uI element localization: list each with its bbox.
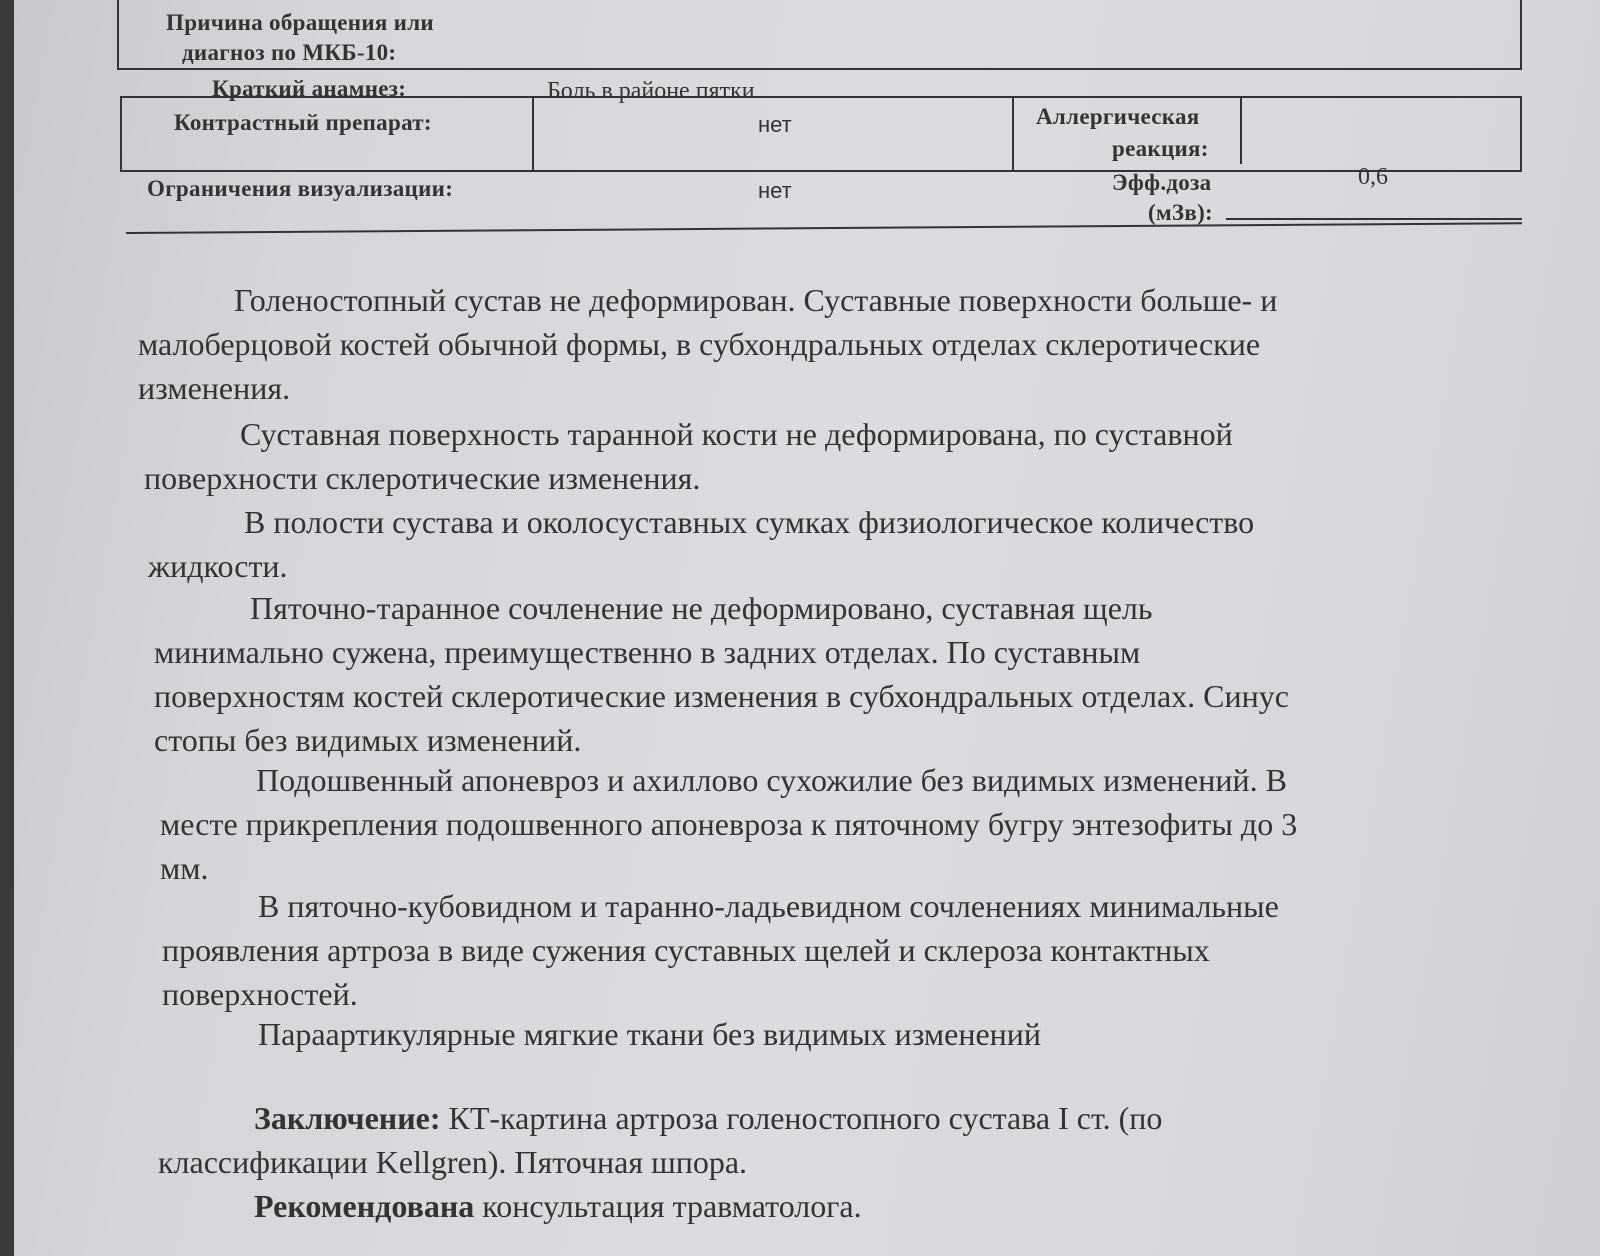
paragraph-1-line-1: Голеностопный сустав не деформирован. Суставные поверхности больше- и bbox=[234, 282, 1278, 318]
contrast-divider-1 bbox=[532, 96, 534, 172]
paragraph-5 bbox=[160, 758, 1297, 890]
paragraph-4-line-3: поверхностям костей склеротические изменения в субхондральных отделах. Синус bbox=[154, 678, 1289, 714]
contrast-label: Контрастный препарат: bbox=[174, 110, 432, 135]
paragraph-6-line-3: поверхностей. bbox=[162, 976, 358, 1012]
paragraph-7-line-1: Параартикулярные мягкие ткани без видимых изменений bbox=[258, 1016, 1042, 1052]
paragraph-4 bbox=[154, 586, 1289, 762]
reason-label-line1: Причина обращения или bbox=[166, 10, 434, 35]
paragraph-4-line-2: минимально сужена, преимущественно в задних отделах. По суставным bbox=[154, 634, 1141, 670]
conclusion-block bbox=[158, 1096, 1162, 1228]
dose-underline bbox=[1226, 218, 1522, 220]
limits-value: нет bbox=[758, 178, 792, 203]
paragraph-1-line-3: изменения. bbox=[138, 370, 291, 406]
anamnesis-label: Краткий анамнез: bbox=[212, 76, 407, 101]
paragraph-1-line-2: малоберцовой костей обычной формы, в субхондральных отделах склеротические bbox=[138, 326, 1261, 362]
anamnesis-value: Боль в районе пятки bbox=[547, 78, 755, 104]
paragraph-5-line-2: месте прикрепления подошвенного апоневроза к пяточному бугру энтезофиты до 3 bbox=[160, 806, 1298, 842]
paragraph-4-line-4: стопы без видимых изменений. bbox=[154, 722, 582, 758]
conclusion-text-line-1: КТ-картина артроза голеностопного сустава I ст. (по bbox=[448, 1100, 1163, 1136]
paragraph-7 bbox=[162, 1012, 1041, 1056]
header-bottom-rule bbox=[126, 222, 1522, 234]
allergy-label-line2: реакция: bbox=[1112, 136, 1209, 161]
dose-value: 0,6 bbox=[1358, 164, 1388, 190]
paragraph-6-line-2: проявления артроза в виде сужения суставных щелей и склероза контактных bbox=[162, 932, 1210, 968]
paragraph-2 bbox=[144, 412, 1233, 500]
paragraph-3 bbox=[148, 500, 1254, 588]
paragraph-6 bbox=[162, 884, 1279, 1016]
paragraph-3-line-2: жидкости. bbox=[148, 548, 288, 584]
document-page bbox=[14, 0, 1600, 1256]
reason-label-line2: диагноз по МКБ-10: bbox=[182, 40, 397, 65]
paragraph-6-line-1: В пяточно-кубовидном и таранно-ладьевидном сочленениях минимальные bbox=[258, 888, 1279, 924]
recommendation-label: Рекомендована bbox=[254, 1188, 475, 1224]
conclusion-label: Заключение: bbox=[254, 1100, 441, 1136]
conclusion-text-line-2: классификации Kellgren). Пяточная шпора. bbox=[158, 1144, 748, 1180]
recommendation-text: консультация травматолога. bbox=[482, 1188, 862, 1224]
limits-label: Ограничения визуализации: bbox=[147, 176, 454, 201]
paragraph-3-line-1: В полости сустава и околосуставных сумках физиологическое количество bbox=[244, 504, 1255, 540]
paragraph-5-line-1: Подошвенный апоневроз и ахиллово сухожилие без видимых изменений. В bbox=[256, 762, 1287, 798]
paragraph-1 bbox=[138, 278, 1277, 410]
contrast-value: нет bbox=[758, 112, 792, 137]
contrast-divider-2 bbox=[1012, 96, 1014, 172]
paragraph-2-line-1: Суставная поверхность таранной кости не деформирована, по суставной bbox=[240, 416, 1233, 452]
paragraph-2-line-2: поверхности склеротические изменения. bbox=[144, 460, 701, 496]
paragraph-4-line-1: Пяточно-таранное сочленение не деформировано, суставная щель bbox=[250, 590, 1153, 626]
dose-label-line2: (мЗв): bbox=[1148, 200, 1214, 225]
dose-label-line1: Эфф.доза bbox=[1112, 170, 1212, 195]
paragraph-5-line-3: мм. bbox=[160, 850, 209, 886]
allergy-label-line1: Аллергическая bbox=[1036, 104, 1200, 129]
contrast-divider-3 bbox=[1240, 96, 1242, 164]
